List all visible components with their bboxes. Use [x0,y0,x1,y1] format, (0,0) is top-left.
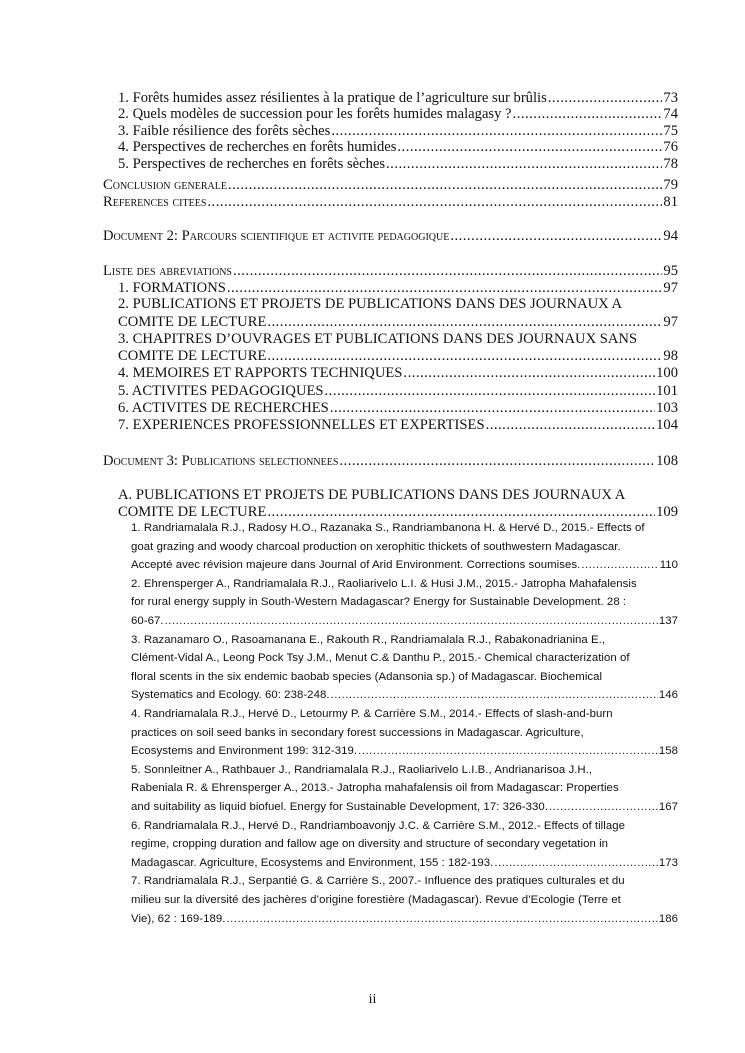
entry-title: 3. Faible résilience des forêts sèches [118,123,331,139]
page-number: ii [368,992,377,1007]
toc-line [118,123,678,140]
toc-line [118,314,678,331]
toc-line [131,913,678,925]
toc-line [131,801,678,813]
entry-page: 94 [663,228,678,244]
entry-title: 3. CHAPITRES D’OUVRAGES ET PUBLICATIONS DANS DES JOURNAUX SANS [118,331,638,347]
entry-page: 158 [658,745,678,757]
toc-line [118,331,637,348]
toc-line [103,453,678,470]
entry-title: 6. ACTIVITES DE RECHERCHES [118,400,329,416]
entry-title: 7. EXPERIENCES PROFESSIONNELLES ET EXPERTISES [118,417,485,433]
toc-line [131,708,613,720]
entry-page: 97 [663,314,678,330]
entry-title: 1. FORMATIONS [118,280,226,296]
entry-title: Vie), 62 : 169-189. [131,913,226,925]
toc-line [131,634,605,646]
entry-page: 103 [656,400,678,416]
toc-line [131,652,630,664]
entry-page: 78 [663,156,678,172]
dot-leader [325,383,656,400]
entry-title: Clément-Vidal A., Leong Pock Tsy J.M., Menut C.& Danthu P., 2015.- Chemical characterization of [131,652,630,664]
entry-page: 76 [663,139,678,155]
dot-leader [233,263,662,280]
entry-page: 95 [663,263,678,279]
toc-line [118,296,622,313]
toc-line [118,400,678,417]
entry-title: 2. Quels modèles de succession pour les forêts humides malagasy ? [118,106,512,122]
dot-leader [227,280,663,297]
toc-line [131,522,645,534]
dot-leader [267,504,655,521]
toc-line [131,671,602,683]
toc-line [131,782,619,794]
entry-title: 4. Randriamalala R.J., Hervé D., Letourmy P. & Carrière S.M., 2014.- Effects of slash-and-burn [131,708,613,720]
entry-title: Systematics and Ecology. 60: 238-248. [131,689,330,701]
entry-title: Document 2: Parcours scientifique et activite pedagogique [103,228,450,244]
dot-leader [450,228,662,245]
entry-title: References citees [103,194,207,210]
dot-leader [549,801,658,813]
entry-page: 74 [663,106,678,122]
entry-title: goat grazing and woody charcoal production on xerophitic thickets of southwestern Madagascar. [131,541,621,553]
toc-line [103,228,678,245]
entry-title: COMITE DE LECTURE [118,314,267,330]
toc-line [103,194,678,211]
toc-line [131,615,678,627]
entry-page: 98 [663,348,678,364]
dot-leader [331,689,658,701]
entry-page: 79 [663,177,678,193]
entry-page: 101 [656,383,678,399]
dot-leader [358,745,658,757]
entry-title: regime, cropping duration and fallow age on diversity and structure of secondary vegetation in [131,838,609,850]
dot-leader [228,177,662,194]
toc-line [131,727,584,739]
toc-line [118,383,678,400]
dot-leader [581,559,658,571]
toc-line [131,541,621,553]
toc-line [131,745,678,757]
entry-page: 75 [663,123,678,139]
dot-leader [386,156,662,173]
entry-title: 60-67. [131,615,164,627]
entry-title: Liste des abreviations [103,263,232,279]
dot-leader [207,194,662,211]
toc-line [118,487,625,504]
toc-line [131,838,608,850]
entry-title: 7. Randriamalala R.J., Serpantié G. & Carrière S., 2007.- Influence des pratiques culturales et du [131,875,625,887]
entry-title: milieu sur la diversité des jachères d’origine forestière (Madagascar). Revue d’Ecologie (Terre et [131,894,621,906]
dot-leader [267,348,662,365]
entry-title: 1. Forêts humides assez résilientes à la pratique de l’agriculture sur brûlis [118,90,547,106]
entry-title: 5. Sonnleitner A., Rathbauer J., Randriamalala R.J., Raoliarivelo L.I.B., Andrianarisoa J.H., [131,764,593,776]
toc-line [131,875,625,887]
toc-line [118,348,678,365]
entry-title: 6. Randriamalala R.J., Hervé D., Randriamboavonjy J.C. & Carrière S.M., 2012.- Effects of tillage [131,820,626,832]
toc-line [103,177,678,194]
toc-line [118,90,678,107]
dot-leader [494,857,657,869]
entry-title: and suitability as liquid biofuel. Energy for Sustainable Development, 17: 326-330. [131,801,548,813]
toc-line [131,689,678,701]
entry-page: 81 [663,194,678,210]
toc-line [118,504,678,521]
toc-line [103,263,678,280]
entry-page: 104 [656,417,678,433]
entry-title: floral scents in the six endemic baobab species (Adansonia sp.) of Madagascar. Biochemical [131,671,603,683]
dot-leader [548,90,663,107]
entry-title: Conclusion generale [103,177,227,193]
entry-page: 146 [658,689,678,701]
entry-page: 108 [656,453,678,469]
entry-title: 4. Perspectives de recherches en forêts humides [118,139,397,155]
dot-leader [486,417,656,434]
entry-title: COMITE DE LECTURE [118,348,267,364]
entry-page: 167 [658,801,678,813]
toc-line [118,139,678,156]
toc-line [118,365,678,382]
dot-leader [330,400,655,417]
entry-page: 186 [658,913,678,925]
toc-line [131,820,625,832]
entry-page: 73 [663,90,678,106]
dot-leader [267,314,662,331]
dot-leader [403,365,655,382]
toc-line [131,578,637,590]
entry-title: Ecosystems and Environment 199: 312-319. [131,745,358,757]
toc-line [131,559,678,571]
entry-title: 4. MEMOIRES ET RAPPORTS TECHNIQUES [118,365,403,381]
entry-title: Rabeniala R. & Ehrensperger A., 2013.- Jatropha mahafalensis oil from Madagascar: Properties [131,782,619,794]
toc-line [118,106,678,123]
entry-title: 1. Randriamalala R.J., Radosy H.O., Razanaka S., Randriambanona H. & Hervé D., 2015.- Effects of [131,522,645,534]
entry-title: 5. Perspectives de recherches en forêts sèches [118,156,386,172]
toc-line [118,417,678,434]
entry-page: 100 [656,365,678,381]
entry-title: for rural energy supply in South-Western Madagascar? Energy for Sustainable Development. 28 : [131,596,627,608]
entry-title: COMITE DE LECTURE [118,504,267,520]
dot-leader [397,139,662,156]
dot-leader [165,615,658,627]
entry-page: 110 [659,559,678,571]
entry-title: Madagascar. Agriculture, Ecosystems and Environment, 155 : 182-193. [131,857,494,869]
entry-title: 2. Ehrensperger A., Randriamalala R.J., Raoliarivelo L.I. & Husi J.M., 2015.- Jatropha Mahafalensis [131,578,637,590]
entry-title: 5. ACTIVITES PEDAGOGIQUES [118,383,324,399]
entry-title: 3. Razanamaro O., Rasoamanana E., Rakouth R., Randriamalala R.J., Rabakonadrianina E., [131,634,606,646]
entry-page: 97 [663,280,678,296]
toc-line [131,596,626,608]
entry-page: 137 [658,615,678,627]
entry-page: 173 [658,857,678,869]
dot-leader [339,453,655,470]
entry-title: practices on soil seed banks in secondary forest successions in Madagascar. Agriculture, [131,727,584,739]
toc-line [118,156,678,173]
entry-title: Accepté avec révision majeure dans Journal of Arid Environment. Corrections soumises. [131,559,581,571]
entry-page: 109 [656,504,678,520]
entry-title: Document 3: Publications selectionnees [103,453,339,469]
entry-title: A. PUBLICATIONS ET PROJETS DE PUBLICATIONS DANS DES JOURNAUX A [118,487,626,503]
toc-line [131,764,592,776]
dot-leader [226,913,657,925]
dot-leader [331,123,662,140]
entry-title: 2. PUBLICATIONS ET PROJETS DE PUBLICATIONS DANS DES JOURNAUX A [118,296,623,312]
toc-line [131,894,621,906]
dot-leader [513,106,663,123]
toc-line [131,857,678,869]
toc-line [118,280,678,297]
